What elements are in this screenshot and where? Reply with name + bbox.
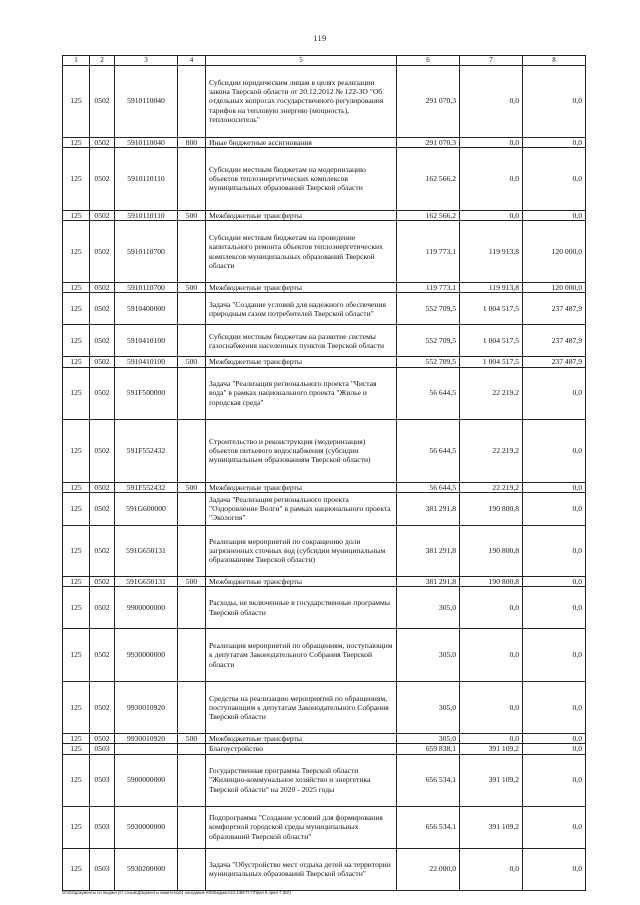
target-article-cell: 9900000000 xyxy=(115,587,178,629)
admin-code-cell: 125 xyxy=(63,65,90,137)
amount-year1-cell: 305,0 xyxy=(397,682,460,734)
admin-code-cell: 125 xyxy=(63,525,90,576)
amount-year3-cell: 237 487,9 xyxy=(523,357,586,367)
admin-code-cell: 125 xyxy=(63,754,90,806)
admin-code-cell: 125 xyxy=(63,492,90,525)
section-code-cell: 0503 xyxy=(90,754,115,806)
description-cell: Расходы, не включенные в государственные программы Тверской области xyxy=(206,587,397,629)
amount-year1-cell: 56 644,5 xyxy=(397,419,460,482)
amount-year1-cell: 119 773,1 xyxy=(397,221,460,283)
amount-year2-cell: 1 004 517,5 xyxy=(460,357,523,367)
amount-year3-cell: 0,0 xyxy=(523,482,586,492)
target-article-cell: 5910110040 xyxy=(115,65,178,137)
amount-year3-cell: 0,0 xyxy=(523,682,586,734)
amount-year2-cell: 0,0 xyxy=(460,147,523,210)
amount-year2-cell: 22 219,2 xyxy=(460,367,523,419)
amount-year3-cell: 0,0 xyxy=(523,210,586,220)
admin-code-cell: 125 xyxy=(63,367,90,419)
admin-code-cell: 125 xyxy=(63,325,90,357)
description-cell: Благоустройство xyxy=(206,744,397,754)
target-article-cell: 5900000000 xyxy=(115,754,178,806)
expense-type-cell xyxy=(178,629,206,682)
table-row xyxy=(63,587,586,629)
amount-year1-cell: 381 291,8 xyxy=(397,492,460,525)
admin-code-cell: 125 xyxy=(63,482,90,492)
table-row xyxy=(63,744,586,754)
amount-year2-cell: 391 109,2 xyxy=(460,806,523,848)
expense-type-cell xyxy=(178,65,206,137)
amount-year3-cell: 0,0 xyxy=(523,492,586,525)
section-code-cell: 0502 xyxy=(90,587,115,629)
table-row xyxy=(63,754,586,806)
table-row xyxy=(63,482,586,492)
section-code-cell: 0502 xyxy=(90,525,115,576)
admin-code-cell: 125 xyxy=(63,848,90,890)
amount-year3-cell: 120 000,0 xyxy=(523,283,586,293)
table-row xyxy=(63,419,586,482)
expense-type-cell xyxy=(178,848,206,890)
amount-year2-cell: 391 109,2 xyxy=(460,754,523,806)
admin-code-cell: 125 xyxy=(63,744,90,754)
section-code-cell: 0502 xyxy=(90,147,115,210)
admin-code-cell: 125 xyxy=(63,283,90,293)
amount-year3-cell: 0,0 xyxy=(523,419,586,482)
amount-year3-cell: 0,0 xyxy=(523,754,586,806)
amount-year3-cell: 0,0 xyxy=(523,587,586,629)
amount-year1-cell: 56 644,5 xyxy=(397,367,460,419)
description-cell: Средства на реализацию мероприятий по обращениям, поступающим к депутатам Законодательного Собрания Тверской области xyxy=(206,682,397,734)
expense-type-cell xyxy=(178,682,206,734)
target-article-cell: 5910410100 xyxy=(115,357,178,367)
expense-type-cell: 500 xyxy=(178,283,206,293)
target-article-cell: 591F552432 xyxy=(115,482,178,492)
description-cell: Субсидии местным бюджетам на развитие системы газоснабжения населенных пунктов Тверской области xyxy=(206,325,397,357)
section-code-cell: 0503 xyxy=(90,848,115,890)
amount-year2-cell: 1 004 517,5 xyxy=(460,293,523,325)
amount-year1-cell: 56 644,5 xyxy=(397,482,460,492)
expense-type-cell xyxy=(178,492,206,525)
admin-code-cell: 125 xyxy=(63,147,90,210)
table-row xyxy=(63,137,586,147)
column-header: 4 xyxy=(178,56,206,66)
amount-year2-cell: 0,0 xyxy=(460,210,523,220)
expense-type-cell xyxy=(178,325,206,357)
amount-year2-cell: 1 004 517,5 xyxy=(460,325,523,357)
description-cell: Реализация мероприятий по обращениям, поступающим к депутатам Законодательного Собрания Тверской области xyxy=(206,629,397,682)
description-cell: Строительство и реконструкция (модернизация) объектов питьевого водоснабжения (субсидии муниципальным образованиям Тверской области) xyxy=(206,419,397,482)
admin-code-cell: 125 xyxy=(63,587,90,629)
amount-year2-cell: 0,0 xyxy=(460,65,523,137)
amount-year2-cell: 119 913,8 xyxy=(460,221,523,283)
expense-type-cell xyxy=(178,221,206,283)
description-cell: Задача "Создание условий для надежного обеспечения природным газом потребителей Тверской области" xyxy=(206,293,397,325)
column-header: 8 xyxy=(523,56,586,66)
section-code-cell: 0502 xyxy=(90,419,115,482)
file-path-footer: \\Fs03\документы по бюджету\7 созыв\Документы комитета\24 заседание ЮК\Бюджет\24-1\69-П-7\Прил 8 прил 7 (БЛ) xyxy=(62,890,291,895)
description-cell: Подпрограмма "Создание условий для формирования комфортной городской среды муниципальных образований Тверской области" xyxy=(206,806,397,848)
table-row xyxy=(63,325,586,357)
table-row xyxy=(63,367,586,419)
amount-year3-cell: 0,0 xyxy=(523,367,586,419)
amount-year2-cell: 0,0 xyxy=(460,682,523,734)
amount-year1-cell: 656 534,1 xyxy=(397,806,460,848)
admin-code-cell: 125 xyxy=(63,806,90,848)
description-cell: Субсидии местным бюджетам на проведение капитального ремонта объектов теплоэнергетических комплексов муниципальных образований Тверской области xyxy=(206,221,397,283)
amount-year3-cell: 237 487,9 xyxy=(523,293,586,325)
section-code-cell: 0502 xyxy=(90,482,115,492)
expense-type-cell: 500 xyxy=(178,576,206,586)
section-code-cell: 0502 xyxy=(90,682,115,734)
amount-year2-cell: 0,0 xyxy=(460,629,523,682)
section-code-cell: 0503 xyxy=(90,744,115,754)
target-article-cell xyxy=(115,744,178,754)
target-article-cell: 9930000000 xyxy=(115,629,178,682)
table-row xyxy=(63,147,586,210)
amount-year2-cell: 391 109,2 xyxy=(460,744,523,754)
table-row xyxy=(63,65,586,137)
amount-year1-cell: 305,0 xyxy=(397,587,460,629)
target-article-cell: 591F500000 xyxy=(115,367,178,419)
amount-year1-cell: 291 070,3 xyxy=(397,65,460,137)
target-article-cell: 5910110700 xyxy=(115,283,178,293)
amount-year1-cell: 552 709,5 xyxy=(397,357,460,367)
admin-code-cell: 125 xyxy=(63,629,90,682)
table-row xyxy=(63,357,586,367)
amount-year1-cell: 291 070,3 xyxy=(397,137,460,147)
column-header: 3 xyxy=(115,56,178,66)
section-code-cell: 0502 xyxy=(90,210,115,220)
section-code-cell: 0502 xyxy=(90,492,115,525)
admin-code-cell: 125 xyxy=(63,682,90,734)
amount-year2-cell: 190 800,8 xyxy=(460,576,523,586)
amount-year1-cell: 162 566,2 xyxy=(397,147,460,210)
amount-year1-cell: 162 566,2 xyxy=(397,210,460,220)
expense-type-cell xyxy=(178,293,206,325)
table-row xyxy=(63,283,586,293)
description-cell: Межбюджетные трансферты xyxy=(206,210,397,220)
column-number-row xyxy=(63,56,586,66)
amount-year1-cell: 552 709,5 xyxy=(397,325,460,357)
description-cell: Задача "Реализация регионального проекта "Оздоровление Волги" в рамках национального проекта "Экология" xyxy=(206,492,397,525)
amount-year2-cell: 22 219,2 xyxy=(460,419,523,482)
section-code-cell: 0503 xyxy=(90,806,115,848)
target-article-cell: 5910400000 xyxy=(115,293,178,325)
amount-year2-cell: 0,0 xyxy=(460,587,523,629)
amount-year3-cell: 0,0 xyxy=(523,576,586,586)
section-code-cell: 0502 xyxy=(90,357,115,367)
expense-type-cell xyxy=(178,419,206,482)
amount-year1-cell: 381 291,8 xyxy=(397,576,460,586)
table-row xyxy=(63,629,586,682)
amount-year2-cell: 190 800,8 xyxy=(460,525,523,576)
target-article-cell: 591F552432 xyxy=(115,419,178,482)
target-article-cell: 591G650131 xyxy=(115,576,178,586)
description-cell: Межбюджетные трансферты xyxy=(206,482,397,492)
target-article-cell: 9930010920 xyxy=(115,734,178,744)
column-header: 6 xyxy=(397,56,460,66)
expense-type-cell xyxy=(178,525,206,576)
admin-code-cell: 125 xyxy=(63,221,90,283)
section-code-cell: 0502 xyxy=(90,293,115,325)
amount-year3-cell: 0,0 xyxy=(523,65,586,137)
amount-year3-cell: 0,0 xyxy=(523,525,586,576)
admin-code-cell: 125 xyxy=(63,419,90,482)
admin-code-cell: 125 xyxy=(63,210,90,220)
description-cell: Межбюджетные трансферты xyxy=(206,576,397,586)
section-code-cell: 0502 xyxy=(90,629,115,682)
expense-type-cell: 500 xyxy=(178,734,206,744)
description-cell: Иные бюджетные ассигнования xyxy=(206,137,397,147)
table-row xyxy=(63,492,586,525)
admin-code-cell: 125 xyxy=(63,293,90,325)
target-article-cell: 9930010920 xyxy=(115,682,178,734)
amount-year1-cell: 119 773,1 xyxy=(397,283,460,293)
description-cell: Задача "Обустройство мест отдыха детей на территории муниципальных образований Тверской области" xyxy=(206,848,397,890)
table-row xyxy=(63,293,586,325)
column-header: 5 xyxy=(206,56,397,66)
table-row xyxy=(63,576,586,586)
budget-table xyxy=(62,55,586,891)
amount-year1-cell: 381 291,8 xyxy=(397,525,460,576)
target-article-cell: 5910410100 xyxy=(115,325,178,357)
target-article-cell: 5910110110 xyxy=(115,147,178,210)
section-code-cell: 0502 xyxy=(90,221,115,283)
amount-year2-cell: 0,0 xyxy=(460,734,523,744)
section-code-cell: 0502 xyxy=(90,325,115,357)
description-cell: Субсидии юридическим лицам в целях реализации закона Тверской области от 20.12.2012 № 122-ЗО "Об отдельных вопросах государственного регулирования тарифов на тепловую энергию (мощность), теплоноситель" xyxy=(206,65,397,137)
amount-year1-cell: 22 000,0 xyxy=(397,848,460,890)
target-article-cell: 591G600000 xyxy=(115,492,178,525)
amount-year3-cell: 237 487,9 xyxy=(523,325,586,357)
expense-type-cell: 500 xyxy=(178,357,206,367)
expense-type-cell: 500 xyxy=(178,210,206,220)
expense-type-cell xyxy=(178,367,206,419)
section-code-cell: 0502 xyxy=(90,734,115,744)
expense-type-cell: 800 xyxy=(178,137,206,147)
amount-year3-cell: 0,0 xyxy=(523,137,586,147)
expense-type-cell xyxy=(178,806,206,848)
description-cell: Межбюджетные трансферты xyxy=(206,283,397,293)
amount-year2-cell: 119 913,8 xyxy=(460,283,523,293)
description-cell: Субсидии местным бюджетам на модернизацию объектов теплоэнергетических комплексов муниципальных образований Тверской области xyxy=(206,147,397,210)
target-article-cell: 5910110700 xyxy=(115,221,178,283)
table-row xyxy=(63,210,586,220)
amount-year1-cell: 659 838,1 xyxy=(397,744,460,754)
column-header: 7 xyxy=(460,56,523,66)
target-article-cell: 5930000000 xyxy=(115,806,178,848)
target-article-cell: 5910110040 xyxy=(115,137,178,147)
amount-year3-cell: 0,0 xyxy=(523,629,586,682)
expense-type-cell: 500 xyxy=(178,482,206,492)
admin-code-cell: 125 xyxy=(63,137,90,147)
amount-year3-cell: 0,0 xyxy=(523,744,586,754)
expense-type-cell xyxy=(178,744,206,754)
amount-year3-cell: 0,0 xyxy=(523,734,586,744)
section-code-cell: 0502 xyxy=(90,367,115,419)
admin-code-cell: 125 xyxy=(63,357,90,367)
column-header: 2 xyxy=(90,56,115,66)
expense-type-cell xyxy=(178,587,206,629)
amount-year2-cell: 0,0 xyxy=(460,848,523,890)
description-cell: Государственная программа Тверской области "Жилищно-коммунальное хозяйство и энергетика Тверской области" на 2020 - 2025 годы xyxy=(206,754,397,806)
table-row xyxy=(63,734,586,744)
section-code-cell: 0502 xyxy=(90,576,115,586)
description-cell: Межбюджетные трансферты xyxy=(206,357,397,367)
expense-type-cell xyxy=(178,147,206,210)
description-cell: Реализация мероприятий по сокращению доли загрязненных сточных вод (субсидии муниципальным образованиям Тверской области) xyxy=(206,525,397,576)
amount-year1-cell: 305,0 xyxy=(397,629,460,682)
amount-year3-cell: 0,0 xyxy=(523,147,586,210)
table-row xyxy=(63,848,586,890)
table-row xyxy=(63,525,586,576)
section-code-cell: 0502 xyxy=(90,65,115,137)
amount-year2-cell: 22 219,2 xyxy=(460,482,523,492)
target-article-cell: 5910110110 xyxy=(115,210,178,220)
target-article-cell: 591G650131 xyxy=(115,525,178,576)
table-row xyxy=(63,221,586,283)
column-header: 1 xyxy=(63,56,90,66)
description-cell: Задача "Реализация регионального проекта "Чистая вода" в рамках национального проекта "Жилье и городская среда" xyxy=(206,367,397,419)
expense-type-cell xyxy=(178,754,206,806)
amount-year1-cell: 305,0 xyxy=(397,734,460,744)
table-row xyxy=(63,806,586,848)
amount-year3-cell: 0,0 xyxy=(523,806,586,848)
admin-code-cell: 125 xyxy=(63,576,90,586)
page-number: 119 xyxy=(313,34,327,43)
amount-year1-cell: 552 709,5 xyxy=(397,293,460,325)
admin-code-cell: 125 xyxy=(63,734,90,744)
section-code-cell: 0502 xyxy=(90,283,115,293)
amount-year2-cell: 0,0 xyxy=(460,137,523,147)
description-cell: Межбюджетные трансферты xyxy=(206,734,397,744)
table-row xyxy=(63,682,586,734)
amount-year1-cell: 656 534,1 xyxy=(397,754,460,806)
amount-year2-cell: 190 800,8 xyxy=(460,492,523,525)
section-code-cell: 0502 xyxy=(90,137,115,147)
target-article-cell: 5930200000 xyxy=(115,848,178,890)
amount-year3-cell: 120 000,0 xyxy=(523,221,586,283)
amount-year3-cell: 0,0 xyxy=(523,848,586,890)
